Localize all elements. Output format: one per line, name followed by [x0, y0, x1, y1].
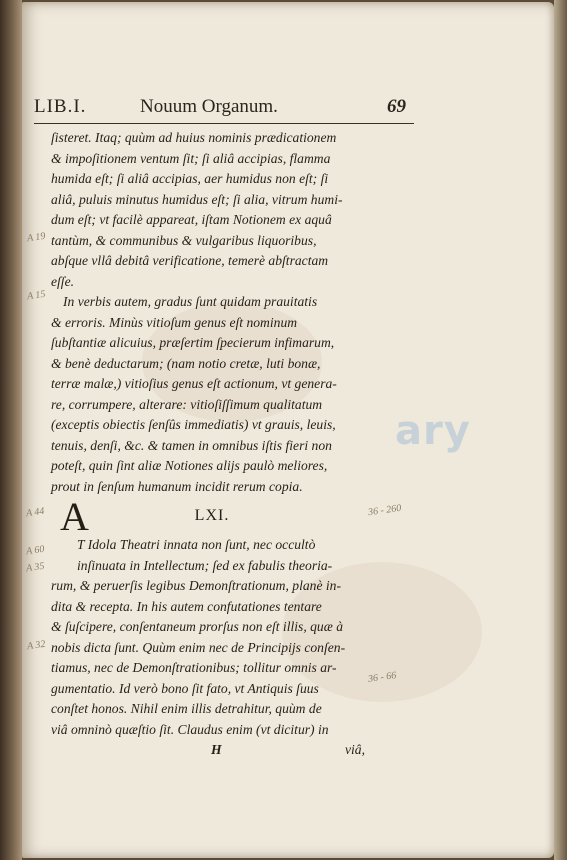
page-number: 69 [387, 96, 406, 117]
text-line: inſinuata in Intellectum; ſed ex fabulis theoria- [77, 557, 333, 573]
drop-cap: A [60, 494, 89, 539]
text-line: nobis dicta ſunt. Quùm enim nec de Principijs conſen- [51, 639, 346, 655]
margin-note: A 32 [26, 638, 47, 653]
margin-note: A 44 [25, 505, 46, 520]
text-line: rum, & peruerſis legibus Demonſtrationum, planè in- [51, 578, 341, 593]
running-head [34, 96, 416, 124]
margin-note: A 15 [26, 288, 47, 303]
paragraph-2 [51, 292, 373, 497]
text-line: poteſt, quin ſint aliæ Notiones alijs paulò meliores, [51, 458, 328, 473]
text-line: humida eſt; ſi aliâ accipias, aer humidus non eſt; ſi [51, 171, 329, 186]
text-line: conſtet honos. Nihil enim illis detrahitur, quùm de [51, 701, 322, 716]
text-line: (exceptis obiectis ſenſûs immediatis) vt grauis, leuis, [51, 417, 336, 432]
text-line: & impoſitionem ventum ſit; ſi aliâ accipias, flamma [51, 150, 331, 166]
header-rule [34, 123, 414, 124]
text-line: & ſuſcipere, conſentaneum prorſus non eſt illis, quæ à [51, 619, 343, 634]
text-line: tenuis, denſi, &c. & tamen in omnibus iſtis fieri non [51, 437, 332, 453]
chapter-heading: LXI. [194, 507, 230, 524]
paragraph-1 [51, 128, 373, 292]
page-body [51, 128, 373, 762]
text-line: dita & recepta. In his autem confutationes tentare [51, 598, 322, 614]
margin-note: A 60 [25, 543, 46, 558]
margin-note: A 35 [25, 560, 46, 575]
paragraph-3 [51, 535, 373, 740]
book-gutter [0, 0, 22, 860]
margin-note: 36 - 66 [367, 670, 397, 685]
watermark: ary [395, 408, 471, 454]
text-line: tantùm, & communibus & vulgaribus liquoribus, [51, 232, 317, 248]
text-line: viâ omninò quæſtio ſit. Claudus enim (vt dicitur) in [51, 721, 329, 737]
text-line: T Idola Theatri innata non ſunt, nec occultò [77, 537, 316, 552]
text-line: ſisteret. Itaq; quùm ad huius nominis prædicationem [51, 130, 337, 145]
running-head-title: Nouum Organum. [140, 96, 278, 117]
text-line: & erroris. Minùs vitioſum genus eſt nominum [51, 314, 298, 330]
running-head-book: LIB.I. [34, 96, 87, 117]
text-line: prout in ſenſum humanum incidit rerum copia. [51, 478, 303, 494]
text-line: eſſe. [51, 273, 75, 289]
text-line: In verbis autem, gradus ſunt quidam prauitatis [63, 294, 318, 309]
catchword: viâ, [344, 742, 365, 757]
text-line: terræ malæ,) vitioſius genus eſt actionum, vt genera- [51, 376, 337, 391]
text-line: tiamus, nec de Demonſtrationibus; tollitur omnis ar- [51, 660, 337, 675]
text-line: abſque vllâ debitâ verificatione, temerè abſtractam [51, 253, 329, 268]
margin-note: A 19 [26, 230, 47, 245]
text-line: aliâ, puluis minutus humidus eſt; ſi alia, vitrum humi- [51, 191, 343, 207]
text-line: & benè deductarum; (nam notio cretæ, luti bonæ, [51, 355, 321, 371]
chapter-block [51, 494, 373, 539]
text-line: dum eſt; vt facilè appareat, iſtam Notionem ex aquâ [51, 212, 332, 227]
margin-note: 36 - 260 [367, 502, 402, 519]
text-line: re, corrumpere, alterare: vitioſiſſimum qualitatum [51, 396, 323, 412]
page-edge [554, 0, 567, 860]
text-line: ſubſtantiæ alicuius, præſertim ſpecierum infimarum, [51, 335, 335, 350]
signature-mark: H [211, 742, 222, 757]
text-line: gumentatio. Id verò bono ſit fato, vt Antiquis ſuus [51, 680, 319, 696]
footer-line [51, 740, 373, 762]
